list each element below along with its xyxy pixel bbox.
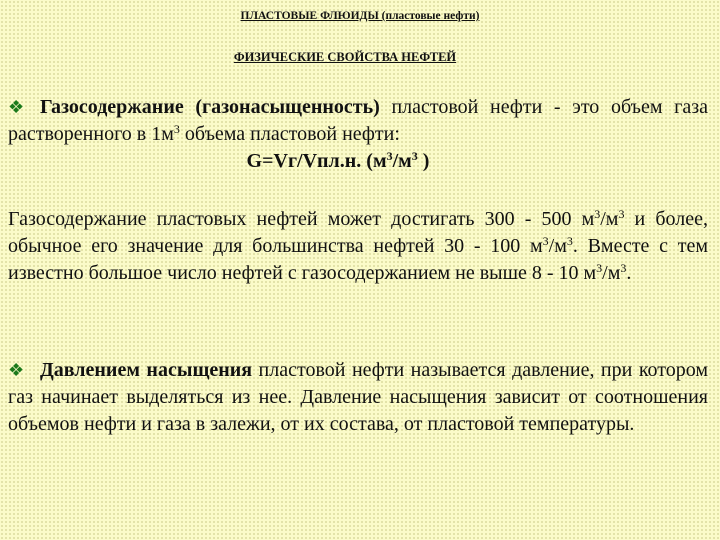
term-saturation-pressure: Давлением насыщения bbox=[40, 359, 253, 381]
diamond-cluster-icon: ❖ bbox=[8, 360, 25, 380]
superscript: 3 bbox=[566, 234, 573, 248]
text-segment: пластовой нефти - это объем газа растворенного в 1м bbox=[8, 96, 709, 145]
text-segment: /м bbox=[600, 208, 619, 230]
text-segment: Газосодержание пластовых нефтей может достигать 300 - 500 м bbox=[8, 208, 595, 230]
slide-header-text: ПЛАСТОВЫЕ ФЛЮИДЫ (пластовые нефти) bbox=[240, 10, 480, 22]
formula-text: ) bbox=[417, 150, 430, 172]
slide-header bbox=[0, 10, 720, 22]
formula-text: /м bbox=[392, 150, 412, 172]
paragraph-saturation-pressure bbox=[8, 357, 708, 438]
term-gas-content: Газосодержание (газонасыщенность) bbox=[40, 96, 380, 118]
superscript: 3 bbox=[542, 234, 549, 248]
text-segment: объема пластовой нефти: bbox=[179, 123, 400, 145]
text-segment: . bbox=[626, 262, 632, 284]
text-segment: /м bbox=[548, 235, 567, 257]
superscript: 3 bbox=[596, 261, 603, 275]
superscript: 3 bbox=[620, 261, 627, 275]
diamond-cluster-icon: ❖ bbox=[8, 97, 25, 117]
text-segment: пластовой нефти называется давление, при котором газ начинает выделяться из нее. Давление насыщения зависит от соотношения объемов нефти и газа в залежи, от их состава, от пластовой температуры. bbox=[8, 359, 709, 435]
text-segment: . Вместе с тем известно большое число нефтей с газосодержанием не выше 8 - 10 м bbox=[8, 235, 709, 284]
text-segment: /м bbox=[602, 262, 621, 284]
paragraph-gas-range bbox=[8, 206, 708, 287]
section-title-text: ФИЗИЧЕСКИЕ СВОЙСТВА НЕФТЕЙ bbox=[233, 50, 457, 64]
text-segment: и более, обычное его значение для большинства нефтей 30 - 100 м bbox=[8, 208, 708, 257]
superscript: 3 bbox=[411, 149, 418, 163]
superscript: 3 bbox=[173, 122, 180, 136]
paragraph-gas-content bbox=[8, 94, 708, 175]
formula bbox=[8, 148, 708, 175]
section-title bbox=[0, 50, 690, 65]
formula-text: G=Vг/Vпл.н. (м bbox=[246, 150, 387, 172]
superscript: 3 bbox=[618, 207, 625, 221]
superscript: 3 bbox=[386, 149, 393, 163]
superscript: 3 bbox=[594, 207, 601, 221]
